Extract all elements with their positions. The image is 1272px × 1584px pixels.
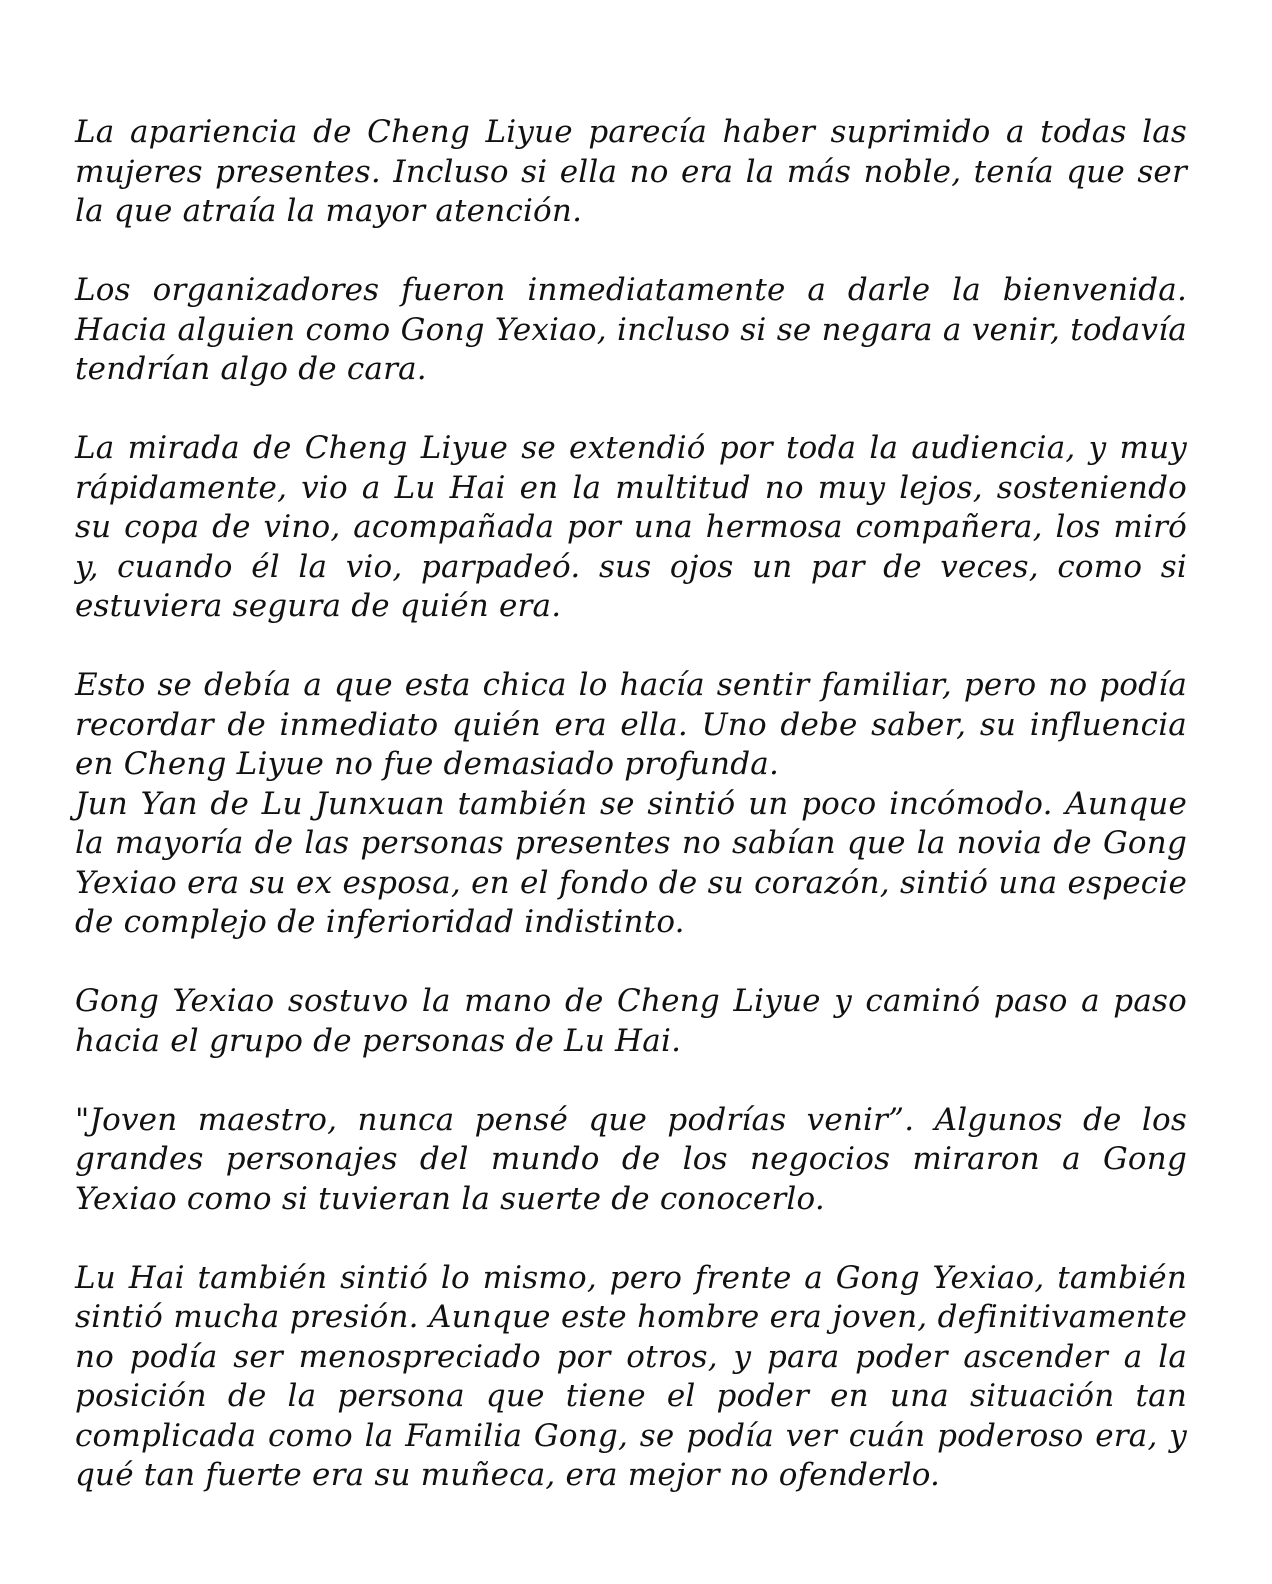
paragraph-1: La apariencia de Cheng Liyue parecía haber suprimido a todas las mujeres presentes. Incluso si ella no era la más noble, tenía que ser la que atraía la mayor atención.	[75, 114, 1187, 229]
paragraph-8: Lu Hai también sintió lo mismo, pero frente a Gong Yexiao, también sintió mucha presión. Aunque este hombre era joven, definitivamente no podía ser menospreciado por otros, y para poder ascender a la posición de la persona que tiene el poder en una situación tan complicada como la Familia Gong, se podía ver cuán poderoso era, y qué tan fuerte era su muñeca, era mejor no ofenderlo.	[75, 1259, 1187, 1493]
document-page	[75, 113, 1187, 1496]
paragraph-6: Gong Yexiao sostuvo la mano de Cheng Liyue y caminó paso a paso hacia el grupo de personas de Lu Hai.	[75, 983, 1187, 1059]
paragraph-7: "Joven maestro, nunca pensé que podrías venir”. Algunos de los grandes personajes del mundo de los negocios miraron a Gong Yexiao como si tuvieran la suerte de conocerlo.	[75, 1101, 1187, 1217]
paragraph-5: Jun Yan de Lu Junxuan también se sintió un poco incómodo. Aunque la mayoría de las personas presentes no sabían que la novia de Gong Yexiao era su ex esposa, en el fondo de su corazón, sintió una especie de complejo de inferioridad indistinto.	[75, 785, 1187, 940]
paragraph-4: Esto se debía a que esta chica lo hacía sentir familiar, pero no podía recordar de inmediato quién era ella. Uno debe saber, su influencia en Cheng Liyue no fue demasiado profunda.	[75, 667, 1187, 782]
paragraph-2: Los organizadores fueron inmediatamente a darle la bienvenida. Hacia alguien como Gong Yexiao, incluso si se negara a venir, todavía tendrían algo de cara.	[75, 272, 1187, 387]
paragraph-3: La mirada de Cheng Liyue se extendió por toda la audiencia, y muy rápidamente, vio a Lu Hai en la multitud no muy lejos, sosteniendo su copa de vino, acompañada por una hermosa compañera, los miró y, cuando él la vio, parpadeó. sus ojos un par de veces, como si estuviera segura de quién era.	[75, 430, 1187, 624]
